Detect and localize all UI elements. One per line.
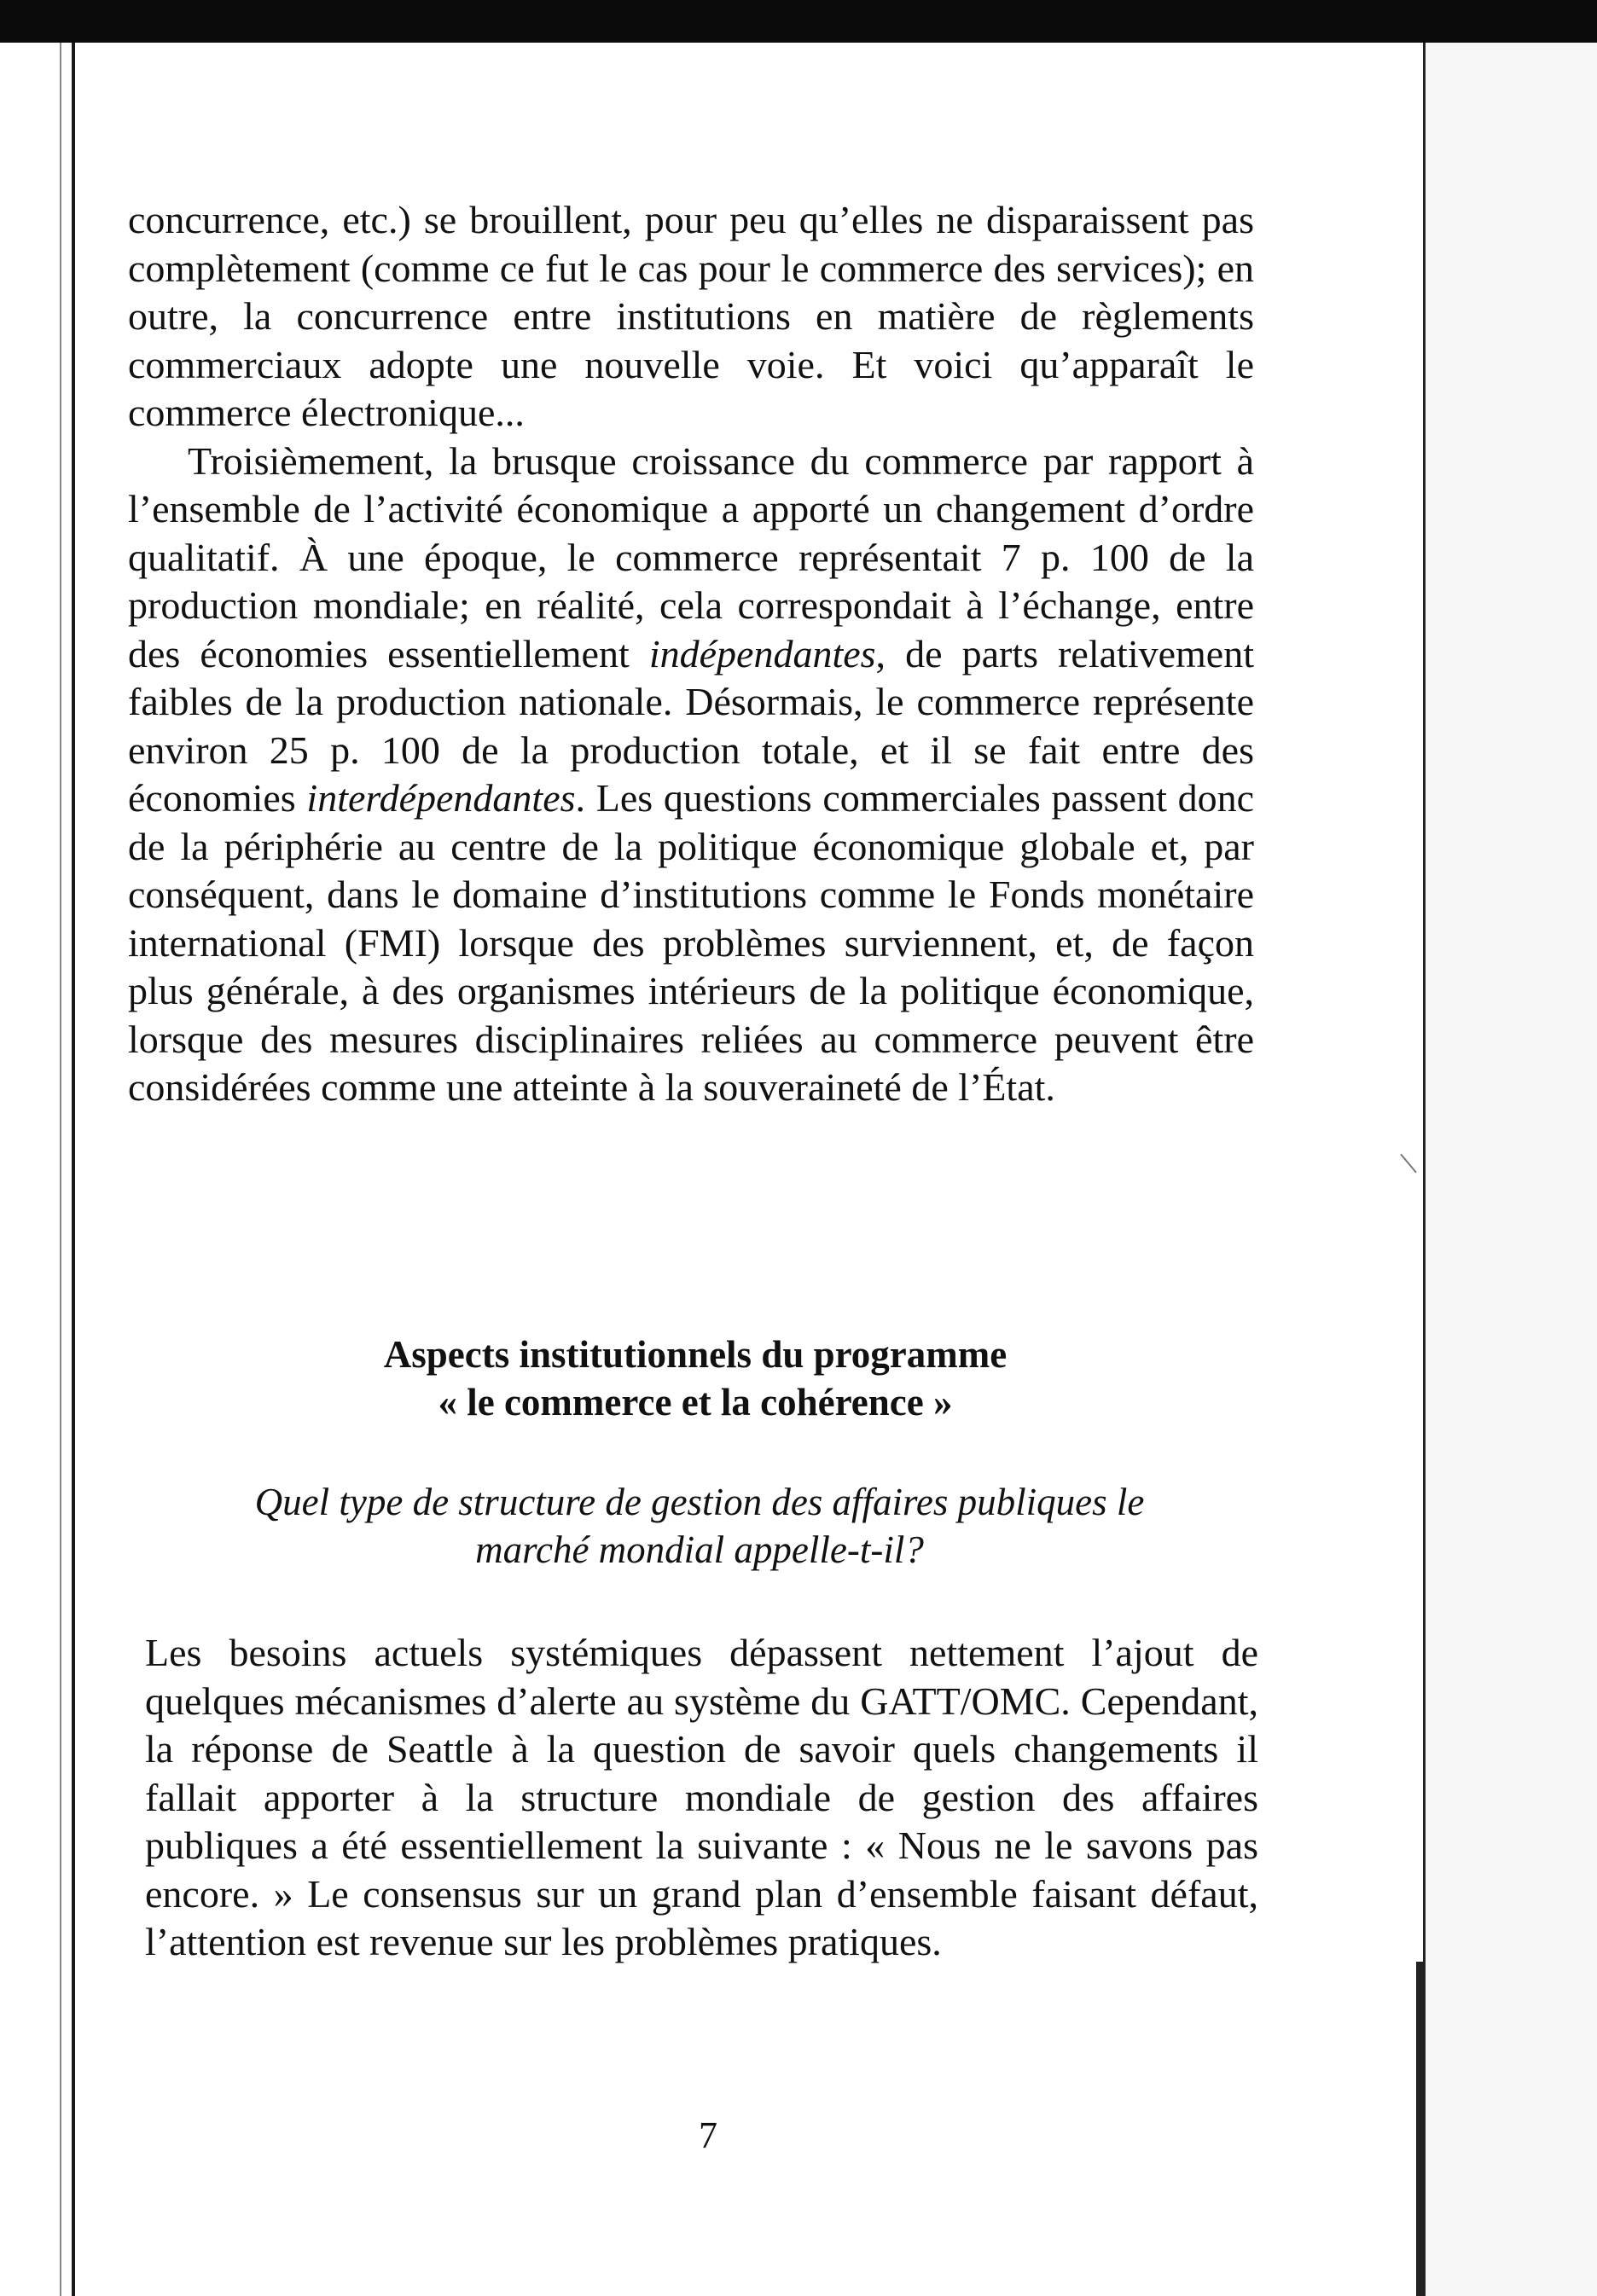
page-number: 7 [699,2114,717,2156]
section-question-line-2: marché mondial appelle-t-il? [475,1528,924,1571]
emphasis-interdependantes: interdépendantes [306,776,576,820]
page-body [128,196,1254,1112]
paragraph-besoins: Les besoins actuels systémiques dépassent nettement l’ajout de quelques mécanismes d’alerte au système du GATT/OMC. Cependant, la réponse de Seattle à la question de savoir quels changements il fallait apporter à la structure mondiale de gestion des affaires publiques a été essentiellement la suivante : « Nous ne le savons pas encore. » Le consensus sur un grand plan d’ensemble faisant défaut, l’attention est revenue sur les problèmes pratiques. [145,1631,1258,1963]
section-question [136,1478,1263,1574]
section-heading [128,1331,1263,1426]
scan-left-binding [0,43,75,2296]
section-heading-line-1: Aspects institutionnels du programme [383,1333,1008,1376]
paragraph-text-part-3: . Les questions commerciales passent donc de la périphérie au centre de la politique économique globale et, par conséquent, dans le domaine d’institutions comme le Fonds monétaire international (FMI) lorsque des problèmes surviennent, et, de façon plus générale, à des organismes intérieurs de la politique économique, lorsque des mesures disciplinaires reliées au commerce peuvent être considérées comme une atteinte à la souveraineté de l’État. [128,776,1254,1109]
paragraph-text-part-2: , de parts relativement faibles de la production nationale. Désormais, le commerce représente environ 25 p. 100 de la production totale, et il se fait entre des économies [128,631,1254,820]
emphasis-independantes: indépendantes [648,631,876,675]
scan-left-line [60,43,61,2296]
section-question-line-1: Quel type de structure de gestion des affaires publiques le [254,1481,1145,1523]
section-body [145,1629,1258,1967]
scan-right-shadow [1416,1962,1423,2296]
scan-stray-mark [1400,1154,1417,1174]
paragraph-troisiemement [128,438,1254,1112]
scan-top-border [0,0,1597,43]
paragraph-text-part-1: Troisièmement, la brusque croissance du commerce par rapport à l’ensemble de l’activité économique a apporté un changement d’ordre qualitatif. À une époque, le commerce représentait 7 p. 100 de la production mondiale; en réalité, cela correspondait à l’échange, entre des économies essentiellement [128,438,1254,675]
paragraph-continuation: concurrence, etc.) se brouillent, pour peu qu’elles ne disparaissent pas complètement (comme ce fut le cas pour le commerce des services); en outre, la concurrence entre institutions en matière de règlements commerciaux adopte une nouvelle voie. Et voici qu’apparaît le commerce électronique... [128,198,1254,434]
section-heading-line-2: « le commerce et la cohérence » [438,1381,953,1423]
scan-right-margin [1423,43,1597,2296]
